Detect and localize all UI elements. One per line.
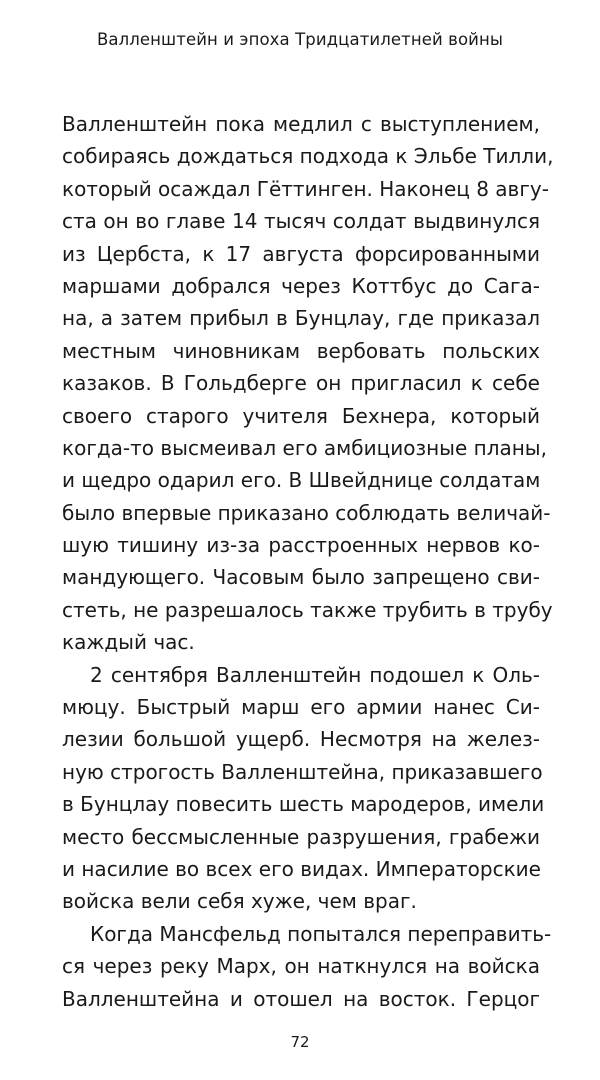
- paragraph-3: [62, 918, 552, 1015]
- page-number: 72: [290, 1033, 310, 1051]
- text-line: стеть, не разрешалось также трубить в трубу: [62, 597, 553, 622]
- text-line: и насилие во всех его видах. Императорские: [62, 856, 541, 881]
- text-line: каждый час.: [62, 630, 195, 655]
- text-line: было впервые приказано соблюдать величай-: [62, 500, 551, 525]
- text-line: и щедро одарил его. В Швейднице солдатам: [62, 468, 541, 493]
- body-text: [62, 108, 554, 1015]
- text-line: казаков. В Гольдберге он пригласил к себе: [62, 371, 540, 396]
- text-line: 2 сентября Валленштейн подошел к Оль-: [90, 662, 540, 687]
- text-line: шую тишину из-за расстроенных нервов ко-: [62, 533, 540, 558]
- text-line: который осаждал Гёттинген. Наконец 8 авгу-: [62, 176, 549, 201]
- text-line: местным чиновникам вербовать польских: [62, 338, 540, 363]
- text-line: ся через реку Марх, он наткнулся на войска: [62, 954, 540, 979]
- text-line: ную строгость Валленштейна, приказавшего: [62, 759, 543, 784]
- text-line: место бессмысленные разрушения, грабежи: [62, 824, 540, 849]
- text-line: лезии большой ущерб. Несмотря на желез-: [62, 727, 540, 752]
- text-line: в Бунцлау повесить шесть мародеров, имели: [62, 792, 545, 817]
- text-line: Валленштейн пока медлил с выступлением,: [62, 112, 540, 136]
- text-line: мандующего. Часовым было запрещено сви-: [62, 565, 540, 590]
- text-line: ста он во главе 14 тысяч солдат выдвинулся: [62, 209, 540, 234]
- text-line: войска вели себя хуже, чем враг.: [62, 889, 417, 914]
- text-line: когда-то высмеивал его амбициозные планы,: [62, 435, 547, 460]
- paragraph-1: [62, 108, 554, 659]
- text-line: собираясь дождаться подхода к Эльбе Тилли,: [62, 144, 554, 169]
- text-line: маршами добрался через Коттбус до Сага-: [62, 273, 540, 298]
- text-line: из Цербста, к 17 августа форсированными: [62, 241, 540, 266]
- text-line: на, а затем прибыл в Бунцлау, где приказал: [62, 306, 540, 331]
- text-line: мюцу. Быстрый марш его армии нанес Си-: [62, 695, 540, 720]
- text-line: Когда Мансфельд попытался переправить-: [90, 921, 552, 946]
- text-line: своего старого учителя Бехнера, который: [62, 403, 540, 428]
- paragraph-2: [62, 659, 545, 918]
- text-line: Валленштейна и отошел на восток. Герцог: [62, 986, 540, 1011]
- running-header: Валленштейн и эпоха Тридцатилетней войны: [96, 30, 504, 49]
